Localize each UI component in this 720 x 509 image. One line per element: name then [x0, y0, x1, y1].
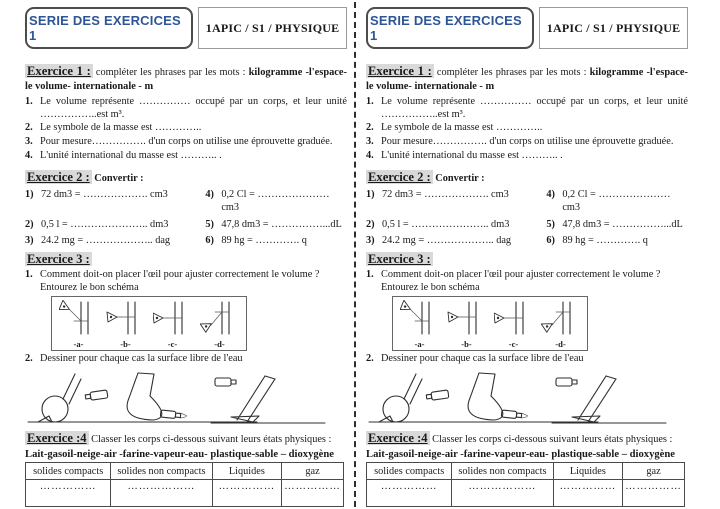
- eye-position-schema-box: [51, 296, 247, 351]
- worksheet-panel-right: [366, 7, 688, 509]
- worksheet-panel-left: [25, 7, 347, 509]
- exercise-2-heading: Exercice 2 :: [27, 170, 90, 185]
- answer-cell: ……………: [623, 480, 685, 507]
- exercise-2-statement: [25, 170, 347, 186]
- column-header: gaz: [282, 463, 344, 480]
- answer-cell: ……………: [553, 480, 623, 507]
- conversion-text: 0,5 l = ………………….. dm3: [382, 218, 510, 230]
- table-answer-row: [367, 480, 685, 507]
- exercise-4: [25, 431, 347, 507]
- table-header-row: [367, 463, 685, 480]
- question-text: Comment doit-on placer l'œil pour ajuster correctement le volume ?: [381, 269, 661, 281]
- eye-icon: [541, 319, 555, 333]
- exercise-2: [25, 170, 347, 248]
- question-text: Dessiner pour chaque cas la surface libre de l'eau: [40, 352, 243, 364]
- item-number: 1): [25, 188, 34, 200]
- exercise-1-item: [25, 96, 347, 122]
- item-number: 3.: [25, 136, 33, 148]
- leaning-tube-drawing: [231, 376, 275, 422]
- conversion-item: [546, 235, 688, 248]
- conversion-text: 47,8 dm3 = ……………...dL: [562, 218, 683, 230]
- eye-icon: [400, 300, 413, 314]
- exercise-2-statement: [366, 170, 688, 186]
- item-number: 2.: [25, 122, 33, 134]
- conversion-item: [546, 189, 688, 215]
- series-title: SERIE DES EXERCICES 1: [370, 13, 522, 43]
- small-bottle-icon: [85, 390, 108, 401]
- small-bottle-icon: [160, 410, 187, 420]
- exercise-1-item: [25, 136, 347, 149]
- exercise-3-question-2: [366, 353, 688, 366]
- exercise-1-heading: Exercice 1 :: [368, 64, 432, 78]
- schema-option-c: [153, 300, 193, 350]
- item-number: 3.: [366, 136, 374, 148]
- schema-label: -b-: [461, 339, 472, 350]
- item-number: 6): [546, 235, 555, 247]
- cylinder-eye-diagram-b: [106, 300, 146, 340]
- exercise-3-heading: Exercice 3 :: [368, 252, 431, 267]
- cylinder-eye-diagram-b: [447, 300, 487, 340]
- item-number: 2): [366, 218, 375, 230]
- answer-cell: ……………: [367, 480, 452, 507]
- item-number: 2.: [366, 352, 374, 364]
- cylinder-eye-diagram-c: [153, 300, 193, 340]
- eye-icon: [200, 319, 214, 333]
- conversion-text: 24.2 mg = ……………….. dag: [382, 235, 512, 247]
- round-flask-drawing: [38, 374, 81, 422]
- conversion-text: 0,5 l = ………………….. dm3: [41, 218, 169, 230]
- column-header: Liquides: [553, 463, 623, 480]
- item-number: 3): [366, 235, 375, 247]
- exercise-4-intro: Classer les corps ci-dessous suivant leurs états physiques :: [91, 434, 332, 446]
- exercise-4-word-bank: Lait-gasoil-neige-air -farine-vapeur-eau- plastique-sable – dioxygène: [25, 449, 334, 461]
- schema-label: -b-: [120, 339, 131, 350]
- item-number: 2.: [25, 352, 33, 364]
- conversion-grid: [25, 188, 347, 248]
- panel-header: [366, 7, 688, 49]
- schema-option-b: [447, 300, 487, 350]
- column-header: solides compacts: [26, 463, 111, 480]
- class-label-box: [539, 7, 688, 49]
- schema-option-a: [400, 300, 440, 350]
- item-text: Pour mesure……………. d'un corps on utilise une éprouvette graduée.: [40, 136, 333, 148]
- exercise-2-subtitle: Convertir :: [435, 173, 485, 185]
- conversion-text: 89 hg = …………. q: [221, 235, 307, 247]
- exercise-1-item: [366, 96, 688, 122]
- column-header: Liquides: [212, 463, 282, 480]
- table-header-row: [26, 463, 344, 480]
- conversion-text: 0,2 Cl = ………………… cm3: [562, 188, 671, 213]
- tilted-vessels-drawing: [366, 367, 688, 427]
- small-bottle-icon: [501, 410, 528, 420]
- series-title: SERIE DES EXERCICES 1: [29, 13, 181, 43]
- conversion-text: 89 hg = …………. q: [562, 235, 648, 247]
- schema-option-c: [494, 300, 534, 350]
- exercise-4-word-bank: Lait-gasoil-neige-air -farine-vapeur-eau- plastique-sable – dioxygène: [366, 449, 675, 461]
- item-number: 2): [25, 218, 34, 230]
- item-number: 4): [546, 188, 555, 200]
- exercise-1-item: [366, 150, 688, 163]
- class-label-box: [198, 7, 347, 49]
- leaning-tube-drawing: [572, 376, 616, 422]
- item-text: L'unité international du masse est ……….. .: [40, 150, 222, 162]
- conversion-item: [205, 219, 347, 232]
- item-number: 2.: [366, 122, 374, 134]
- item-number: 3): [25, 235, 34, 247]
- exercise-3: [25, 252, 347, 427]
- question-1-instruction: Entourez le bon schéma: [40, 282, 139, 294]
- exercise-4-heading: Exercice :4: [27, 431, 87, 446]
- tilted-vessels-svg: [366, 367, 676, 427]
- small-bottle-icon: [426, 390, 449, 401]
- item-number: 4.: [366, 150, 374, 162]
- cylinder-eye-diagram-d: [541, 300, 581, 340]
- conversion-item: [366, 219, 546, 232]
- schema-option-d: [541, 300, 581, 350]
- exercise-1: [25, 64, 347, 163]
- exercise-3-statement: [25, 252, 347, 268]
- series-title-box: [25, 7, 193, 49]
- item-text: Le symbole de la masse est …………..: [381, 122, 543, 134]
- schema-label: -d-: [555, 339, 566, 350]
- conversion-grid: [366, 188, 688, 248]
- cylinder-eye-diagram-a: [400, 300, 440, 340]
- schema-label: -c-: [508, 339, 519, 350]
- exercise-4-statement: [25, 431, 347, 447]
- exercise-1-intro: compléter les phrases par les mots :: [436, 67, 590, 78]
- item-number: 1.: [25, 95, 33, 107]
- exercise-1-statement: [25, 64, 347, 94]
- classification-table: [366, 462, 685, 507]
- conversion-item: [205, 235, 347, 248]
- exercise-4-statement: [366, 431, 688, 447]
- small-bottle-icon: [215, 378, 236, 386]
- exercise-3: [366, 252, 688, 427]
- series-title-box: [366, 7, 534, 49]
- exercise-1-statement: [366, 64, 688, 94]
- answer-cell: ……………: [26, 480, 111, 507]
- eye-icon: [494, 313, 504, 323]
- item-number: 1.: [366, 95, 374, 107]
- class-label: 1APIC / S1 / PHYSIQUE: [205, 20, 340, 35]
- exercise-4: [366, 431, 688, 507]
- tilted-vessels-drawing: [25, 367, 347, 427]
- round-flask-drawing: [379, 374, 422, 422]
- exercise-3-heading: Exercice 3 :: [27, 252, 90, 267]
- item-number: 5): [205, 218, 214, 230]
- item-text: Pour mesure……………. d'un corps on utilise une éprouvette graduée.: [381, 136, 674, 148]
- exercise-1-word-bank: kilogramme -l'espace- le volume- internationale - m: [366, 67, 688, 92]
- cylinder-eye-diagram-a: [59, 300, 99, 340]
- panel-header: [25, 7, 347, 49]
- cylinder-eye-diagram-d: [200, 300, 240, 340]
- item-text: Le volume représente …………… occupé par un corps, et leur unité ……………..est m³.: [381, 95, 688, 120]
- schema-option-b: [106, 300, 146, 350]
- exercise-1-item: [25, 150, 347, 163]
- column-header: solides non compacts: [111, 463, 212, 480]
- exercise-3-question-2: [25, 353, 347, 366]
- conversion-text: 72 dm3 = ………………. cm3: [382, 188, 509, 200]
- exercise-3-question-1: [25, 269, 347, 282]
- item-number: 6): [205, 235, 214, 247]
- exercise-2-subtitle: Convertir :: [94, 173, 144, 185]
- eye-icon: [448, 312, 458, 322]
- answer-cell: ………………: [452, 480, 553, 507]
- eye-icon: [59, 300, 72, 314]
- exercise-1-item: [25, 122, 347, 135]
- conversion-item: [25, 235, 205, 248]
- exercise-4-intro: Classer les corps ci-dessous suivant leurs états physiques :: [432, 434, 673, 446]
- cylinder-eye-diagram-c: [494, 300, 534, 340]
- small-bottle-icon: [556, 378, 577, 386]
- classification-table: [25, 462, 344, 507]
- item-text: Le symbole de la masse est …………..: [40, 122, 202, 134]
- conversion-item: [25, 219, 205, 232]
- column-header: solides non compacts: [452, 463, 553, 480]
- item-number: 1.: [25, 269, 33, 281]
- conversion-item: [205, 189, 347, 215]
- answer-cell: ………………: [111, 480, 212, 507]
- erlenmeyer-flask-drawing: [127, 373, 162, 420]
- exercise-1-intro: compléter les phrases par les mots :: [95, 67, 249, 78]
- exercise-1-heading: Exercice 1 :: [27, 64, 91, 78]
- eye-icon: [107, 312, 117, 322]
- item-text: Le volume représente …………… occupé par un corps, et leur unité ……………..est m³.: [40, 95, 347, 120]
- cut-line-divider: [354, 2, 356, 507]
- eye-icon: [153, 313, 163, 323]
- exercise-1-word-bank: kilogramme -l'espace- le volume- internationale - m: [25, 67, 347, 92]
- item-number: 4.: [25, 150, 33, 162]
- item-text: L'unité international du masse est ……….. .: [381, 150, 563, 162]
- conversion-text: 47,8 dm3 = ……………...dL: [221, 218, 342, 230]
- item-number: 1.: [366, 269, 374, 281]
- item-number: 5): [546, 218, 555, 230]
- conversion-text: 0,2 Cl = ………………… cm3: [221, 188, 330, 213]
- answer-cell: ……………: [282, 480, 344, 507]
- conversion-item: [366, 235, 546, 248]
- exercise-1: [366, 64, 688, 163]
- exercise-3-question-1: [366, 269, 688, 282]
- schema-label: -a-: [414, 339, 425, 350]
- answer-cell: ……………: [212, 480, 282, 507]
- column-header: solides compacts: [367, 463, 452, 480]
- conversion-item: [366, 189, 546, 215]
- question-text: Comment doit-on placer l'œil pour ajuster correctement le volume ?: [40, 269, 320, 281]
- schema-option-a: [59, 300, 99, 350]
- exercise-2-heading: Exercice 2 :: [368, 170, 431, 185]
- conversion-text: 72 dm3 = ………………. cm3: [41, 188, 168, 200]
- tilted-vessels-svg: [25, 367, 335, 427]
- item-number: 1): [366, 188, 375, 200]
- schema-label: -c-: [167, 339, 178, 350]
- class-label: 1APIC / S1 / PHYSIQUE: [546, 20, 681, 35]
- schema-option-d: [200, 300, 240, 350]
- exercise-3-statement: [366, 252, 688, 268]
- conversion-text: 24.2 mg = ……………….. dag: [41, 235, 171, 247]
- exercise-1-item: [366, 136, 688, 149]
- conversion-item: [25, 189, 205, 215]
- question-text: Dessiner pour chaque cas la surface libre de l'eau: [381, 352, 584, 364]
- exercise-4-heading: Exercice :4: [368, 431, 428, 446]
- conversion-item: [546, 219, 688, 232]
- column-header: gaz: [623, 463, 685, 480]
- exercise-2: [366, 170, 688, 248]
- eye-position-schema-box: [392, 296, 588, 351]
- item-number: 4): [205, 188, 214, 200]
- schema-label: -a-: [73, 339, 84, 350]
- table-answer-row: [26, 480, 344, 507]
- erlenmeyer-flask-drawing: [468, 373, 503, 420]
- question-1-instruction: Entourez le bon schéma: [381, 282, 480, 294]
- exercise-1-item: [366, 122, 688, 135]
- schema-label: -d-: [214, 339, 225, 350]
